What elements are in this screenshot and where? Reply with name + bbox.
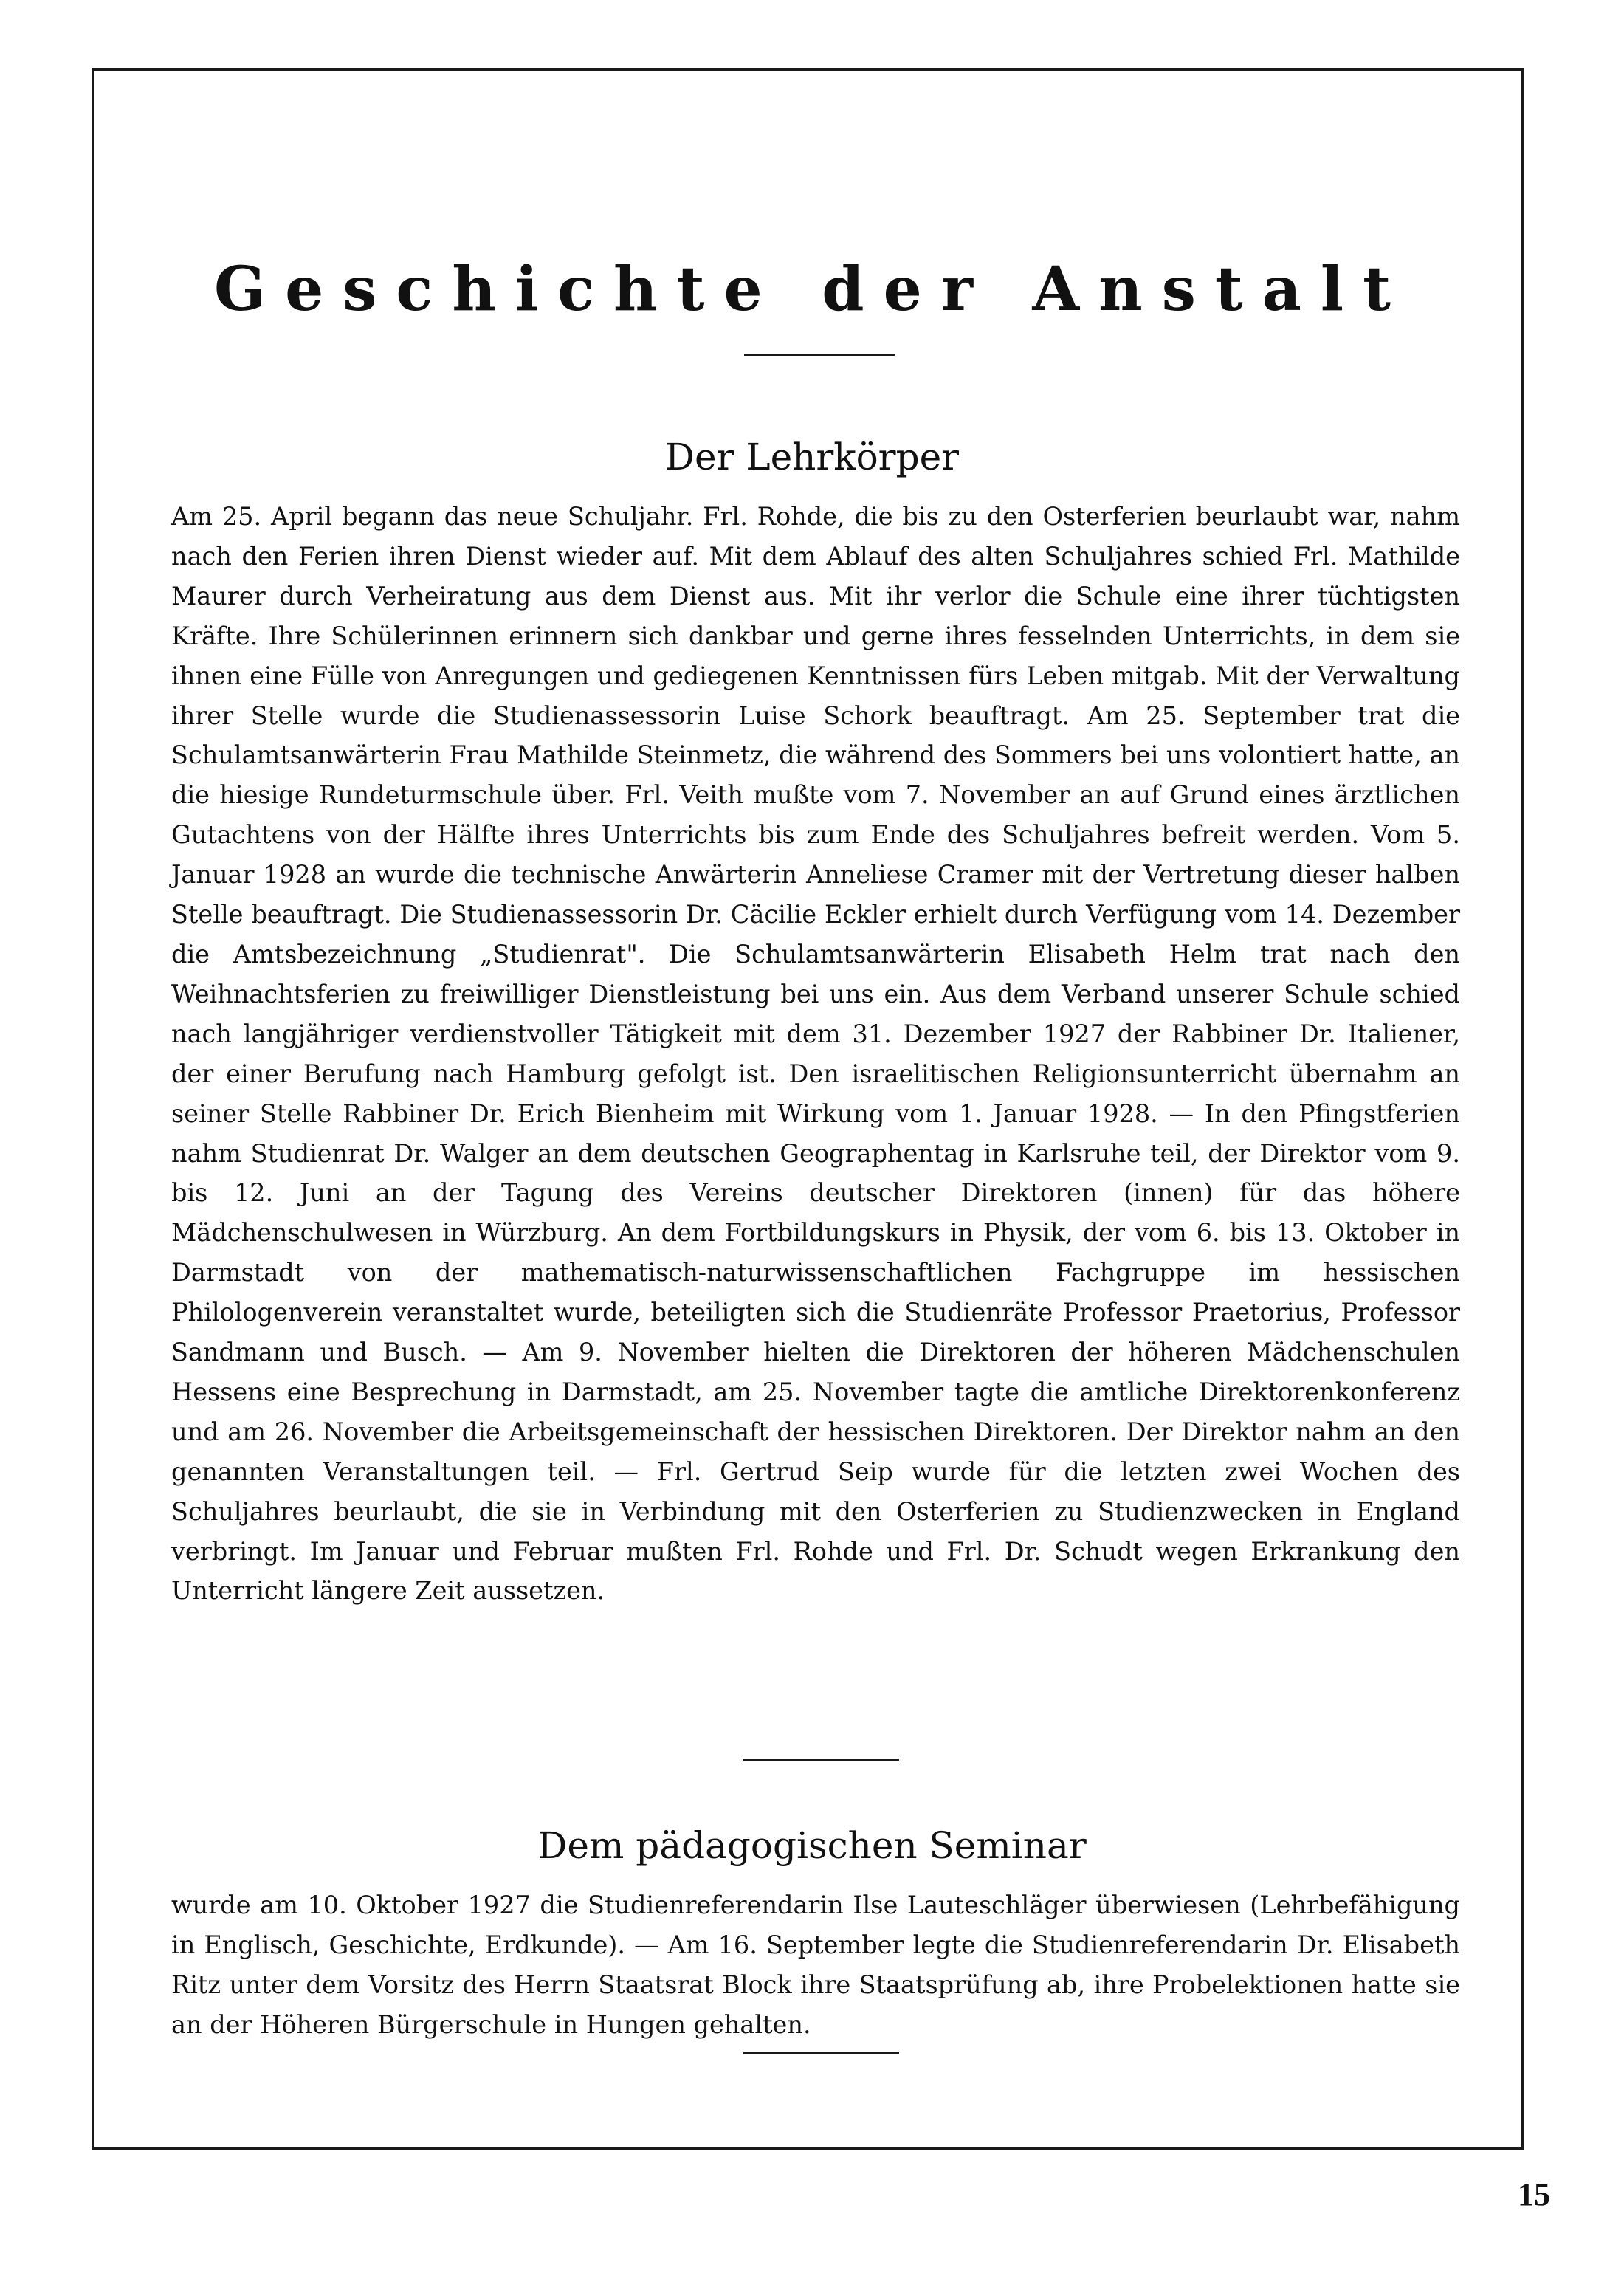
section-heading-lehrkoerper: Der Lehrkörper	[664, 436, 960, 478]
page-number: 15	[1518, 2176, 1550, 2212]
section-text-seminar: wurde am 10. Oktober 1927 die Studienreferendarin Ilse Lauteschläger überwiesen (Lehrbefähigung in Englisch, Geschichte, Erdkunde). — Am 16. September legte die Studienreferendarin Dr. Elisabeth Ritz unter dem Vorsitz des Herrn Staatsrat Block ihre Staatsprüfung ab, ihre Probelektionen hatte sie an der Höheren Bürgerschule in Hungen gehalten.	[171, 1891, 1460, 2039]
closing-divider	[743, 2052, 899, 2054]
section-divider	[743, 1759, 899, 1761]
title-divider	[744, 354, 895, 356]
section-text-lehrkoerper: Am 25. April begann das neue Schuljahr. Frl. Rohde, die bis zu den Osterferien beurlaubt war, nahm nach den Ferien ihren Dienst wieder auf. Mit dem Ablauf des alten Schuljahres schied Frl. Mathilde Maurer durch Verheiratung aus dem Dienst aus. Mit ihr verlor die Schule eine ihrer tüchtigsten Kräfte. Ihre Schülerinnen erinnern sich dankbar und gerne ihres fesselnden Unterrichts, in dem sie ihnen eine Fülle von Anregungen und gediegenen Kenntnissen fürs Leben mitgab. Mit der Verwaltung ihrer Stelle wurde die Studienassessorin Luise Schork beauftragt. Am 25. September trat die Schulamtsanwärterin Frau Mathilde Steinmetz, die während des Sommers bei uns volontiert hatte, an die hiesige Rundeturmschule über. Frl. Veith mußte vom 7. November an auf Grund eines ärztlichen Gutachtens von der Hälfte ihres Unterrichts bis zum Ende des Schuljahres befreit werden. Vom 5. Januar 1928 an wurde die technische Anwärterin Anneliese Cramer mit der Vertretung dieser halben Stelle beauftragt. Die Studienassessorin Dr. Cäcilie Eckler erhielt durch Verfügung vom 14. Dezember die Amtsbezeichnung „Studienrat". Die Schulamtsanwärterin Elisabeth Helm trat nach den Weihnachtsferien zu freiwilliger Dienstleistung bei uns ein. Aus dem Verband unserer Schule schied nach langjähriger verdienstvoller Tätigkeit mit dem 31. Dezember 1927 der Rabbiner Dr. Italiener, der einer Berufung nach Hamburg gefolgt ist. Den israelitischen Religionsunterricht übernahm an seiner Stelle Rabbiner Dr. Erich Bienheim mit Wirkung vom 1. Januar 1928. — In den Pfingstferien nahm Studienrat Dr. Walger an dem deutschen Geographentag in Karlsruhe teil, der Direktor vom 9. bis 12. Juni an der Tagung des Vereins deutscher Direktoren (innen) für das höhere Mädchenschulwesen in Würzburg. An dem Fortbildungskurs in Physik, der vom 6. bis 13. Oktober in Darmstadt von der mathematisch-naturwissenschaftlichen Fachgruppe im hessischen Philologenverein veranstaltet wurde, beteiligten sich die Studienräte Professor Praetorius, Professor Sandmann und Busch. — Am 9. November hielten die Direktoren der höheren Mädchenschulen Hessens eine Besprechung in Darmstadt, am 25. November tagte die amtliche Direktorenkonferenz und am 26. November die Arbeitsgemeinschaft der hessischen Direktoren. Der Direktor nahm an den genannten Veranstaltungen teil. — Frl. Gertrud Seip wurde für die letzten zwei Wochen des Schuljahres beurlaubt, die sie in Verbindung mit den Osterferien zu Studienzwecken in England verbringt. Im Januar und Februar mußten Frl. Rohde und Frl. Dr. Schudt wegen Erkrankung den Unterricht längere Zeit aussetzen.	[171, 502, 1460, 1606]
section-heading-seminar: Dem pädagogischen Seminar	[537, 1824, 1087, 1867]
page-title: Geschichte der Anstalt	[214, 254, 1410, 325]
